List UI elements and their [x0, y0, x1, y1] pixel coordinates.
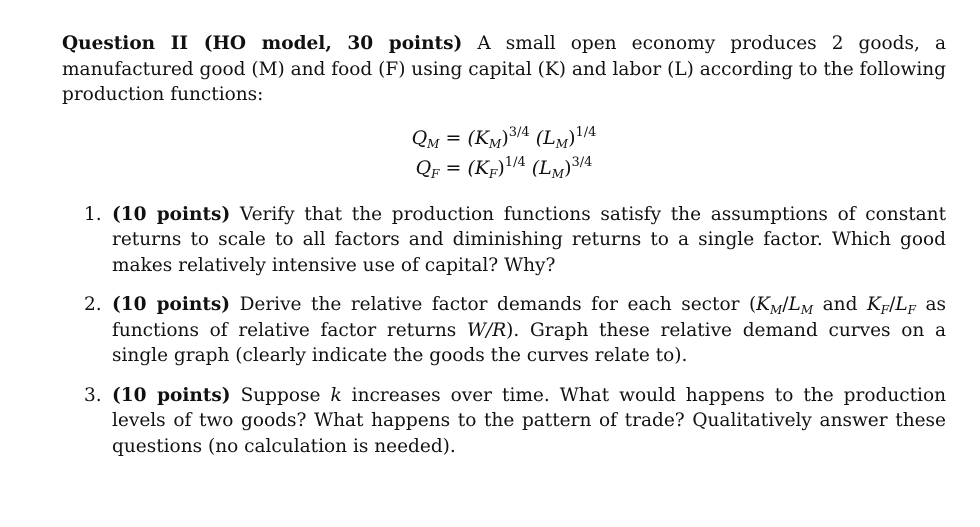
item-2-math-1-b-sub: M: [800, 303, 814, 317]
item-2-points: (10 points): [112, 294, 231, 315]
equation-1-term-1-base: (K: [467, 126, 490, 149]
equation-2-term-2: [531, 154, 593, 181]
equation-1-lhs-symbol: Q: [411, 126, 428, 149]
item-2-math-2-a: K: [866, 294, 881, 315]
item-2-text-after: ). Graph these relative demand curves on a single graph (clearly indicate the goods the curves relate to).: [112, 319, 947, 366]
item-1-text: Verify that the production functions satisfy the assumptions of constant returns to scale to all factors and diminishing returns to a single factor. Which good makes relatively intensive use of capital? Why?: [112, 203, 947, 276]
item-2-math-1-a: K: [756, 294, 770, 315]
item-1-number: 1.: [84, 203, 102, 225]
equation-1-lhs-sub: M: [427, 136, 440, 151]
item-2-math-1-slash: /: [782, 294, 789, 315]
question-intro-text: A small open economy produces 2 goods, a manufactured good (M) and food (F) using capital (K) and labor (L) according to the following production functions:: [62, 33, 946, 105]
equation-2-term-2-base: (L: [531, 156, 552, 179]
item-2-math-2-b: L: [895, 294, 908, 315]
item-3-text-before: Suppose: [240, 384, 331, 406]
item-2-math-3: W/R: [466, 319, 507, 341]
equation-2-term-2-close: ): [564, 156, 572, 179]
item-2-math-2-a-sub: F: [880, 303, 890, 317]
list-item: [62, 202, 946, 279]
item-2-text-mid: as functions of relative factor returns: [112, 294, 946, 341]
equation-1-term-1: [467, 124, 530, 151]
question-intro-paragraph: [62, 31, 946, 108]
question-document: [62, 31, 946, 473]
production-equations: [62, 124, 946, 182]
equation-2-rhs: [445, 154, 596, 182]
equation-1-term-2: [535, 124, 597, 151]
item-2-math-1: [756, 294, 813, 315]
item-2-math-2: [867, 294, 916, 315]
equation-2-lhs-symbol: Q: [415, 156, 432, 179]
item-1-points: (10 points): [112, 203, 231, 225]
equation-2-term-1-base: (K: [467, 156, 490, 179]
equation-1-term-1-exp: 3/4: [508, 124, 530, 140]
equation-2-term-1: [467, 154, 526, 181]
item-2-math-2-slash: /: [889, 294, 896, 315]
item-2-math-1-a-sub: M: [770, 303, 783, 317]
equation-2-term-2-exp: 3/4: [571, 154, 593, 170]
item-3-points: (10 points): [112, 384, 231, 406]
equation-2-equals: =: [445, 156, 462, 179]
equation-2-term-1-close: ): [497, 156, 505, 179]
item-2-text-before: Derive the relative factor demands for each sector (: [239, 294, 757, 315]
equation-1-term-2-sub: M: [555, 136, 569, 151]
equation-1-term-1-close: ): [501, 126, 509, 149]
equation-2-lhs-sub: F: [431, 166, 440, 181]
list-item: [62, 383, 946, 460]
equation-1-equals: =: [445, 126, 462, 149]
question-title: Question II (HO model, 30 points): [62, 33, 463, 54]
equation-2-term-1-exp: 1/4: [504, 154, 526, 170]
equation-2-term-2-sub: M: [551, 166, 565, 181]
equation-1-lhs: [412, 124, 440, 152]
equation-1-rhs: [445, 124, 596, 152]
item-3-number: 3.: [84, 384, 102, 406]
equation-2-term-1-sub: F: [489, 166, 498, 181]
equation-2-lhs: [412, 154, 440, 182]
item-2-math-1-b: L: [788, 294, 801, 315]
equation-1-term-2-base: (L: [535, 126, 556, 149]
item-2-math-2-b-sub: F: [907, 303, 916, 317]
list-item: [62, 292, 946, 369]
equation-1-term-2-close: ): [568, 126, 576, 149]
equation-1-term-2-exp: 1/4: [575, 124, 597, 140]
item-2-number: 2.: [84, 294, 102, 315]
equation-1-term-1-sub: M: [489, 136, 502, 151]
item-3-math-k: k: [330, 384, 342, 406]
item-3-text-after: increases over time. What would happens to the production levels of two goods? What happens to the pattern of trade? Qualitatively answer these questions (no calculation is needed).: [112, 384, 947, 457]
item-2-and: and: [813, 294, 867, 315]
question-parts-list: [62, 202, 946, 460]
